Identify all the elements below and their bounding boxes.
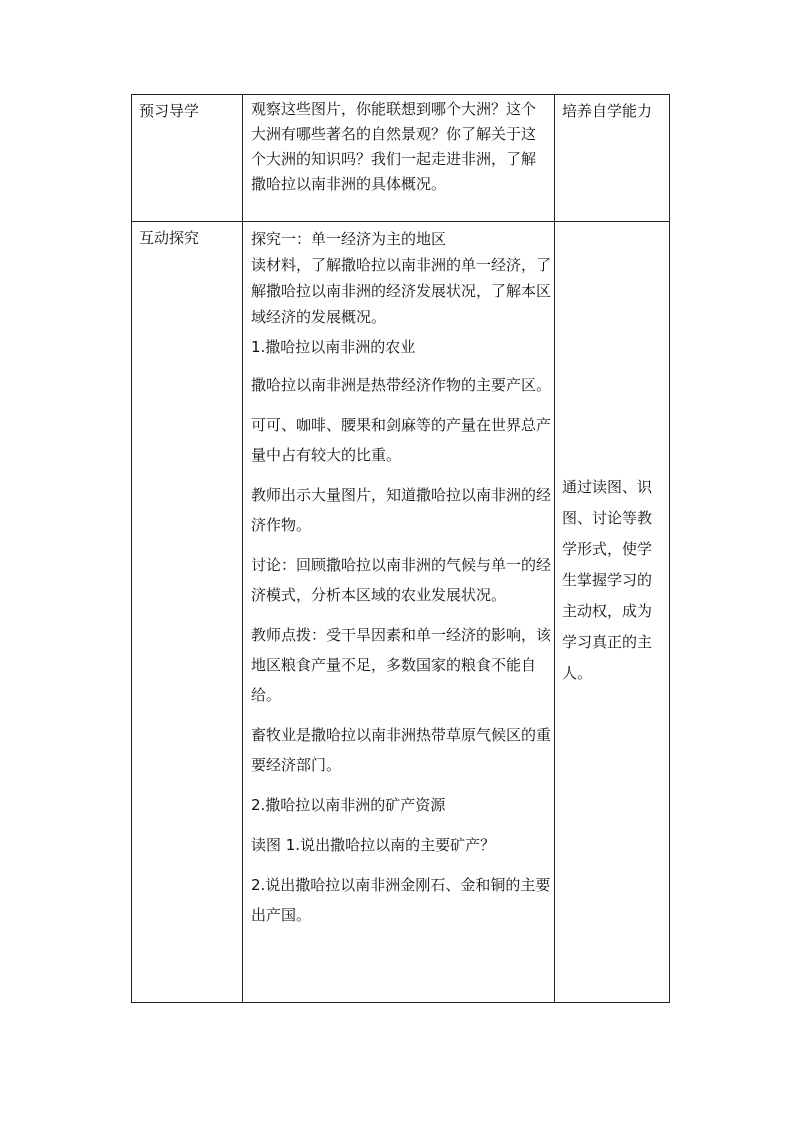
stage-cell [132,222,243,1003]
stage-cell [132,95,243,222]
table-row-preview [132,95,670,222]
content-cell [243,222,555,1003]
paragraph: 讨论：回顾撒哈拉以南非洲的气候与单一的经济模式，分析本区域的农业发展状况。 [251,556,552,604]
stage-label-explore: 互动探究 [139,229,200,247]
explore-content [243,222,554,930]
section-heading-minerals: 2.撒哈拉以南非洲的矿产资源 [251,796,446,814]
goal-text-preview: 培养自学能力 [562,102,653,120]
stage-label-preview: 预习导学 [139,102,200,120]
reading-task: 读材料，了解撒哈拉以南非洲的单一经济，了解撒哈拉以南非洲的经济发展状况，了解本区域经济的发展概况。 [251,256,552,326]
paragraph: 教师出示大量图片，知道撒哈拉以南非洲的经济作物。 [251,486,552,534]
inquiry-title: 探究一：单一经济为主的地区 [251,230,447,248]
lesson-plan-table [131,94,670,1003]
paragraph: 撒哈拉以南非洲是热带经济作物的主要产区。 [251,376,552,394]
goal-cell [555,95,670,222]
question: 读图 1.说出撒哈拉以南的主要矿产？ [251,836,496,854]
paragraph: 教师点拨：受干旱因素和单一经济的影响，该地区粮食产量不足，多数国家的粮食不能自给。 [251,626,552,704]
goal-text-explore: 通过读图、识图、讨论等教学形式，使学生掌握学习的主动权，成为学习真正的主人。 [562,478,653,682]
section-heading-agriculture: 1.撒哈拉以南非洲的农业 [251,338,416,356]
question: 2.说出撒哈拉以南非洲金刚石、金和铜的主要出产国。 [251,876,551,924]
table-row-explore [132,222,670,1003]
paragraph: 可可、咖啡、腰果和剑麻等的产量在世界总产量中占有较大的比重。 [251,416,552,464]
goal-cell [555,222,670,1003]
preview-content: 观察这些图片，你能联想到哪个大洲？这个大洲有哪些著名的自然景观？你了解关于这个大洲的知识吗？我们一起走进非洲，了解撒哈拉以南非洲的具体概况。 [251,100,537,193]
paragraph: 畜牧业是撒哈拉以南非洲热带草原气候区的重要经济部门。 [251,726,552,774]
content-cell [243,95,555,222]
